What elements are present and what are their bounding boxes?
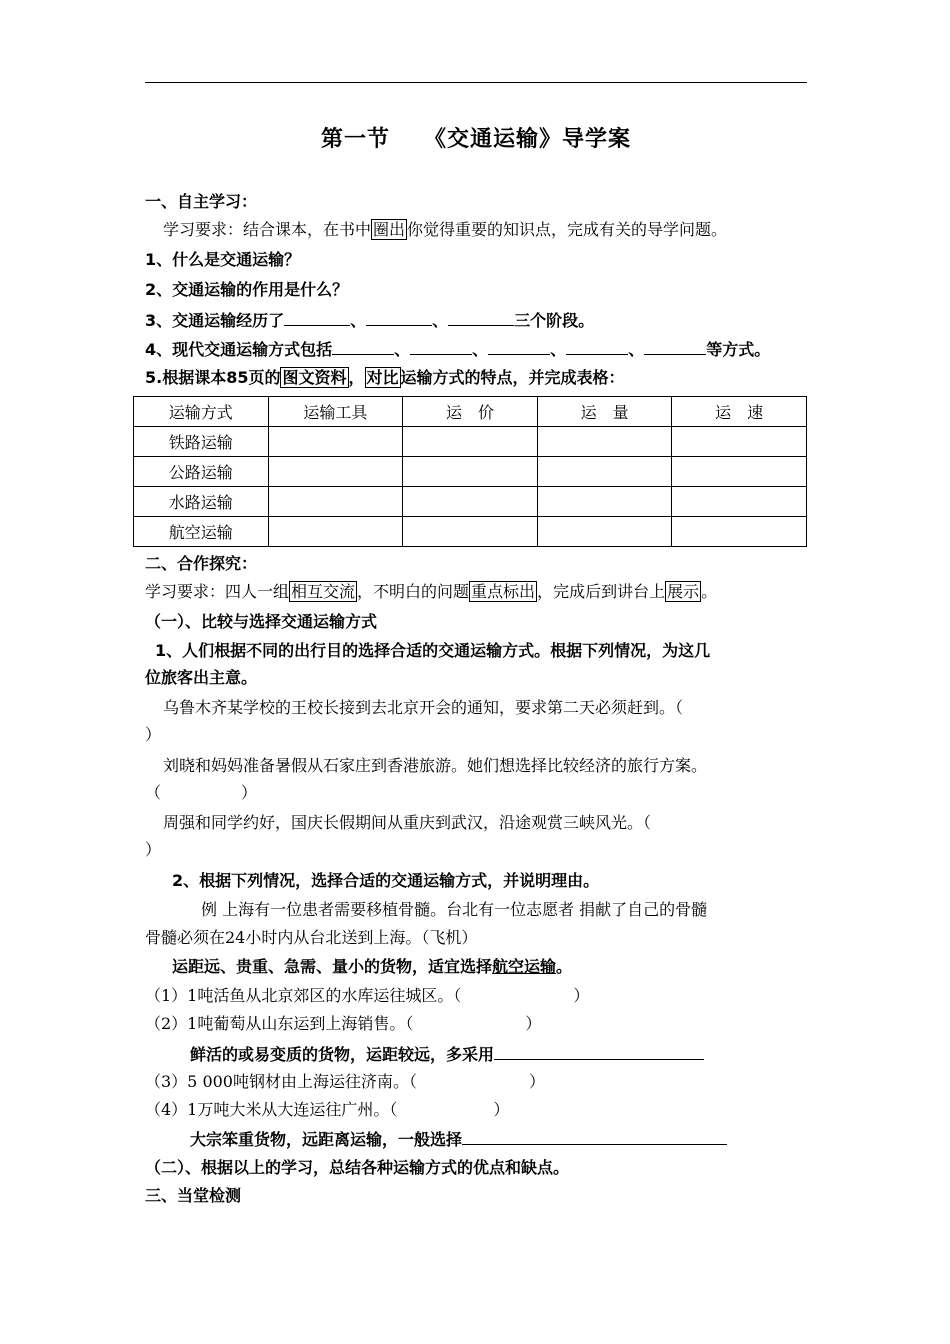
page-title: 第一节 《交通运输》导学案 [320, 127, 632, 152]
case3-line1: 周强和同学约好，国庆长假期间从重庆到武汉，沿途观赏三峡风光。（ [163, 813, 652, 832]
table-header: 运 价 [403, 397, 538, 427]
table-cell[interactable] [537, 427, 672, 457]
rule-1: 运距远、贵重、急需、量小的货物，适宜选择航空运输。 [172, 957, 573, 976]
table-cell[interactable] [403, 487, 538, 517]
case3-line2: ） [145, 840, 162, 859]
part1-question1-line2: 位旅客出主意。 [145, 668, 258, 687]
table-cell[interactable] [268, 517, 403, 547]
answer-blank[interactable] [462, 1128, 727, 1145]
table-cell[interactable] [268, 487, 403, 517]
part2-heading: （二）、根据以上的学习，总结各种运输方式的优点和缺点。 [145, 1158, 570, 1177]
table-cell[interactable] [672, 487, 807, 517]
case2-line1: 刘晓和妈妈准备暑假从石家庄到香港旅游。她们想选择比较经济的旅行方案。 [163, 756, 708, 775]
table-row [134, 427, 807, 457]
section1-heading: 一、自主学习： [145, 192, 258, 211]
question-2: 2、交通运输的作用是什么？ [145, 280, 349, 299]
table-cell[interactable] [403, 517, 538, 547]
part1-heading: （一）、比较与选择交通运输方式 [145, 612, 378, 631]
table-cell[interactable] [268, 427, 403, 457]
table-row [134, 457, 807, 487]
case1-line1: 乌鲁木齐某学校的王校长接到去北京开会的通知，要求第二天必须赶到。（ [163, 698, 684, 717]
item-1: （1）1吨活鱼从北京郊区的水库运往城区。（ ） [145, 986, 590, 1005]
item-2: （2）1吨葡萄从山东运到上海销售。（ ） [145, 1014, 542, 1033]
answer-blank[interactable] [494, 1043, 704, 1060]
table-cell[interactable] [403, 457, 538, 487]
item-4: （4）1万吨大米从大连运往广州。（ ） [145, 1100, 510, 1119]
table-header: 运输方式 [134, 397, 269, 427]
table-cell[interactable] [268, 457, 403, 487]
example-line1: 例 上海有一位患者需要移植骨髓。台北有一位志愿者 捐献了自己的骨髓 [201, 900, 708, 919]
part1-question1-line1: 1、人们根据不同的出行目的选择合适的交通运输方式。根据下列情况，为这几 [155, 641, 711, 660]
row-label: 公路运输 [134, 457, 269, 487]
row-label: 铁路运输 [134, 427, 269, 457]
row-label: 航空运输 [134, 517, 269, 547]
table-row [134, 517, 807, 547]
table-header: 运 速 [672, 397, 807, 427]
case2-line2[interactable]: （ ） [145, 783, 258, 802]
table-header: 运输工具 [268, 397, 403, 427]
case1-line2: ） [145, 725, 162, 744]
rule-3: 大宗笨重货物，远距离运输，一般选择 [190, 1128, 852, 1151]
question-4: 4、现代交通运输方式包括 、 、 、 、 等方式。 [145, 340, 771, 359]
table-cell[interactable] [403, 427, 538, 457]
table-cell[interactable] [537, 487, 672, 517]
section2-requirement: 学习要求：四人一组 相互交流 ，不明白的问题 重点标出 ，完成后到讲台上 展示 。 [145, 582, 718, 601]
table-header-row [134, 397, 807, 427]
table-cell[interactable] [672, 427, 807, 457]
section3-heading: 三、当堂检测 [145, 1186, 242, 1205]
example-line2: 骨髓必须在24小时内从台北送到上海。（飞机） [145, 928, 478, 947]
question-3: 3、交通运输经历了 、 、 三个阶段。 [145, 311, 595, 330]
question-5: 5.根据课本85页的 图文资料 ， 对比 运输方式的特点，并完成表格： [145, 368, 625, 387]
part1-question2: 2、根据下列情况，选择合适的交通运输方式，并说明理由。 [172, 871, 600, 890]
table-cell[interactable] [672, 517, 807, 547]
row-label: 水路运输 [134, 487, 269, 517]
table-header: 运 量 [537, 397, 672, 427]
table-cell[interactable] [672, 457, 807, 487]
transport-comparison-table [133, 396, 807, 547]
table-cell[interactable] [537, 517, 672, 547]
section2-heading: 二、合作探究： [145, 554, 258, 573]
table-cell[interactable] [537, 457, 672, 487]
question-1: 1、什么是交通运输？ [145, 250, 301, 269]
section1-requirement: 学习要求：结合课本，在书中 圈出 你觉得重要的知识点，完成有关的导学问题。 [163, 220, 728, 239]
header-rule [145, 82, 807, 83]
table-row [134, 487, 807, 517]
rule-2: 鲜活的或易变质的货物，运距较远，多采用 [190, 1043, 852, 1066]
item-3: （3）5 000吨钢材由上海运往济南。（ ） [145, 1072, 545, 1091]
boxed-term: 圈出 [373, 220, 406, 239]
